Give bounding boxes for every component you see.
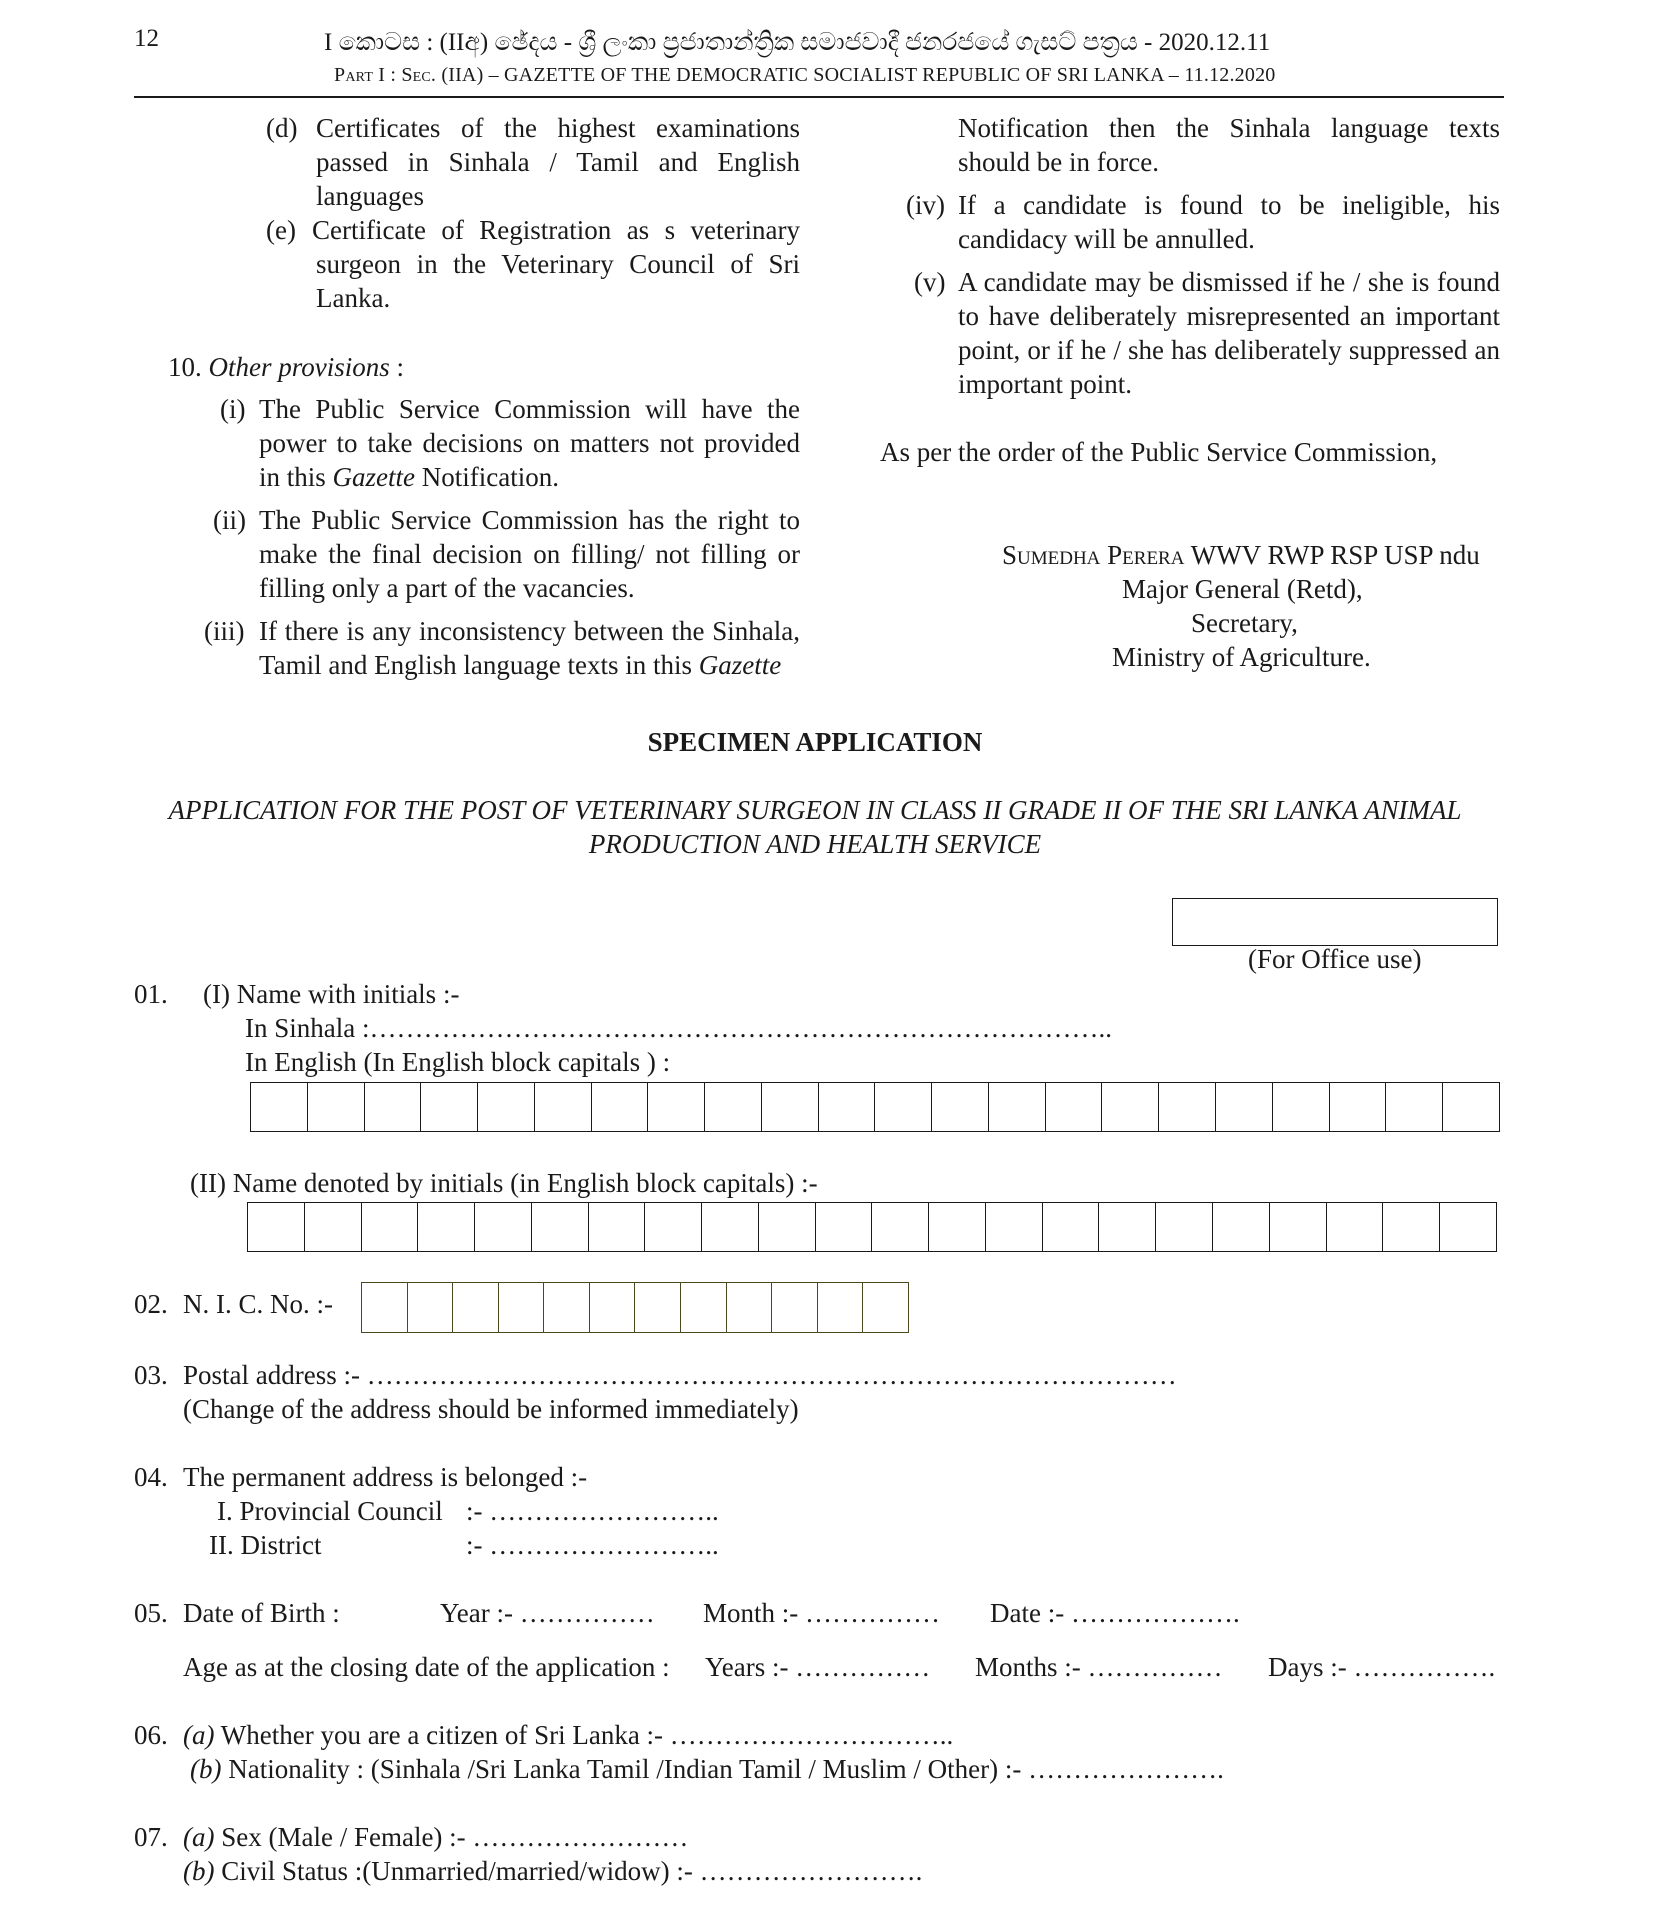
prov-v-line1: A candidate may be dismissed if he / she is found xyxy=(958,267,1500,297)
digit-box[interactable] xyxy=(362,1283,408,1332)
letter-box[interactable] xyxy=(705,1083,762,1131)
signatory-rank: Major General (Retd), xyxy=(1122,574,1363,604)
letter-box[interactable] xyxy=(1213,1203,1270,1251)
letter-box[interactable] xyxy=(532,1203,589,1251)
cont-line1: Notification then the Sinhala language texts xyxy=(958,113,1500,143)
q05-months-field[interactable]: Months :- …………… xyxy=(975,1652,1223,1682)
letter-box[interactable] xyxy=(819,1083,876,1131)
q04-district-label: II. District xyxy=(209,1530,322,1560)
digit-box[interactable] xyxy=(681,1283,727,1332)
letter-box[interactable] xyxy=(1386,1083,1443,1131)
q04-provincial-council-field[interactable]: :- …………………….. xyxy=(466,1496,719,1526)
letter-box[interactable] xyxy=(251,1083,308,1131)
header-rule xyxy=(134,96,1504,98)
office-use-box xyxy=(1172,898,1498,946)
prov-i-gazette: Gazette xyxy=(332,462,415,492)
prov-i-line3-c: Notification. xyxy=(415,462,559,492)
letter-box[interactable] xyxy=(1383,1203,1440,1251)
digit-box[interactable] xyxy=(863,1283,908,1332)
letter-box[interactable] xyxy=(1440,1203,1496,1251)
q01-ii-name-boxes[interactable] xyxy=(247,1202,1497,1252)
section-10-title: Other provisions xyxy=(208,352,390,382)
q05-date-field[interactable]: Date :- ………………. xyxy=(990,1598,1240,1628)
section-10-colon: : xyxy=(389,352,405,382)
q01-number: 01. xyxy=(134,979,168,1009)
letter-box[interactable] xyxy=(592,1083,649,1131)
q05-age-label: Age as at the closing date of the application : xyxy=(183,1652,670,1682)
item-d-label: (d) xyxy=(266,113,298,143)
signatory-ministry: Ministry of Agriculture. xyxy=(1112,642,1371,672)
prov-ii-line2: make the final decision on filling/ not filling or xyxy=(259,539,800,569)
letter-box[interactable] xyxy=(1443,1083,1499,1131)
letter-box[interactable] xyxy=(645,1203,702,1251)
q06-a-label: (a) xyxy=(183,1720,215,1750)
q07-a-text: Sex (Male / Female) :- …………………… xyxy=(214,1822,689,1852)
prov-iv-line1: If a candidate is found to be ineligible, his xyxy=(958,190,1500,220)
header-english-title xyxy=(334,62,1275,88)
item-e-line3: Lanka. xyxy=(316,283,391,313)
item-d-line2: passed in Sinhala / Tamil and English xyxy=(316,147,800,177)
prov-v-line3: point, or if he / she has deliberately suppressed an xyxy=(958,335,1500,365)
q03-note: (Change of the address should be informed immediately) xyxy=(183,1394,799,1424)
digit-box[interactable] xyxy=(590,1283,636,1332)
letter-box[interactable] xyxy=(1099,1203,1156,1251)
item-e-line1: Certificate of Registration as s veterinary xyxy=(312,215,800,245)
q06-a-text: Whether you are a citizen of Sri Lanka :- ………………………….. xyxy=(214,1720,954,1750)
digit-box[interactable] xyxy=(499,1283,545,1332)
q05-number: 05. xyxy=(134,1598,168,1628)
prov-iii-line2-a: Tamil and English language texts in this xyxy=(259,650,699,680)
prov-v-line2: to have deliberately misrepresented an important xyxy=(958,301,1500,331)
q07-b-label: (b) xyxy=(183,1856,215,1886)
prov-i-line3 xyxy=(259,460,559,494)
letter-box[interactable] xyxy=(759,1203,816,1251)
q07-b-text: Civil Status :(Unmarried/married/widow) :- ……………………. xyxy=(214,1856,923,1886)
q06-b-line[interactable] xyxy=(190,1752,1224,1786)
letter-box[interactable] xyxy=(1159,1083,1216,1131)
header-part: Part I : xyxy=(334,64,397,86)
letter-box[interactable] xyxy=(475,1203,532,1251)
letter-box[interactable] xyxy=(875,1083,932,1131)
q01-english-name-boxes[interactable] xyxy=(250,1082,1500,1132)
specimen-heading: SPECIMEN APPLICATION xyxy=(647,727,983,757)
prov-i-label: (i) xyxy=(220,394,246,424)
signatory-name: Sumedha Perera xyxy=(1002,540,1185,570)
prov-iii-gazette: Gazette xyxy=(698,650,782,680)
item-e-line2: surgeon in the Veterinary Council of Sri xyxy=(316,249,800,279)
q06-b-text: Nationality : (Sinhala /Sri Lanka Tamil /Indian Tamil / Muslim / Other) :- …………………. xyxy=(221,1754,1224,1784)
application-subtitle-line1: APPLICATION FOR THE POST OF VETERINARY SURGEON IN CLASS II GRADE II OF THE SRI LANKA ANIMAL xyxy=(168,795,1462,825)
letter-box[interactable] xyxy=(365,1083,422,1131)
q06-number: 06. xyxy=(134,1720,168,1750)
letter-box[interactable] xyxy=(762,1083,819,1131)
q05-year-field[interactable]: Year :- …………… xyxy=(440,1598,655,1628)
letter-box[interactable] xyxy=(1156,1203,1213,1251)
application-subtitle-line2: PRODUCTION AND HEALTH SERVICE xyxy=(588,829,1042,859)
prov-i-line3-a: in this xyxy=(259,462,333,492)
office-use-label: (For Office use) xyxy=(1248,944,1422,974)
digit-box[interactable] xyxy=(772,1283,818,1332)
q03-postal-address-field[interactable]: Postal address :- ……………………………………………………………………………… xyxy=(183,1360,1177,1390)
q05-years-field[interactable]: Years :- …………… xyxy=(705,1652,931,1682)
prov-i-line2: power to take decisions on matters not provided xyxy=(259,428,800,458)
letter-box[interactable] xyxy=(648,1083,705,1131)
letter-box[interactable] xyxy=(1102,1083,1159,1131)
prov-iii-label: (iii) xyxy=(204,616,245,646)
header-sinhala-title: I කොටස : (IIඅ) ඡේදය - ශ්‍රී ලංකා ප්‍රජාතාන්ත්‍රික සමාජවාදී ජනරජයේ ගැසට් පත්‍රය - 2020.12.11 xyxy=(324,29,1271,56)
prov-iii-line1: If there is any inconsistency between the Sinhala, xyxy=(259,616,800,646)
q07-number: 07. xyxy=(134,1822,168,1852)
letter-box[interactable] xyxy=(1273,1083,1330,1131)
q02-label: N. I. C. No. :- xyxy=(183,1289,333,1319)
prov-iv-label: (iv) xyxy=(906,190,945,220)
order-line: As per the order of the Public Service Commission, xyxy=(880,437,1438,467)
letter-box[interactable] xyxy=(1216,1083,1273,1131)
q03-number: 03. xyxy=(134,1360,168,1390)
item-d-line1: Certificates of the highest examinations xyxy=(316,113,800,143)
q05-days-field[interactable]: Days :- ……………. xyxy=(1268,1652,1496,1682)
q07-b-line[interactable] xyxy=(183,1854,922,1888)
letter-box[interactable] xyxy=(362,1203,419,1251)
letter-box[interactable] xyxy=(589,1203,646,1251)
letter-box[interactable] xyxy=(816,1203,873,1251)
letter-box[interactable] xyxy=(872,1203,929,1251)
digit-box[interactable] xyxy=(727,1283,773,1332)
signatory-name-line xyxy=(1002,538,1480,572)
signatory-title: Secretary, xyxy=(1191,608,1298,638)
q01-label: (I) Name with initials :- xyxy=(203,979,460,1009)
letter-box[interactable] xyxy=(1043,1203,1100,1251)
cont-line2: should be in force. xyxy=(958,147,1159,177)
q05-month-field[interactable]: Month :- …………… xyxy=(703,1598,941,1628)
q04-district-field[interactable]: :- …………………….. xyxy=(466,1530,719,1560)
prov-ii-line1: The Public Service Commission has the right to xyxy=(259,505,800,535)
q04-provincial-council-label: I. Provincial Council xyxy=(217,1496,443,1526)
q01-sinhala-field[interactable]: In Sinhala :……………………………………………………………………….. xyxy=(245,1013,1112,1043)
q07-a-line[interactable] xyxy=(183,1820,688,1854)
prov-v-label: (v) xyxy=(914,267,946,297)
letter-box[interactable] xyxy=(1270,1203,1327,1251)
digit-box[interactable] xyxy=(453,1283,499,1332)
letter-box[interactable] xyxy=(305,1203,362,1251)
letter-box[interactable] xyxy=(1330,1083,1387,1131)
letter-box[interactable] xyxy=(1327,1203,1384,1251)
q05-label: Date of Birth : xyxy=(183,1598,340,1628)
digit-box[interactable] xyxy=(544,1283,590,1332)
q01-english-label: In English (In English block capitals ) : xyxy=(245,1047,671,1077)
letter-box[interactable] xyxy=(308,1083,365,1131)
q07-a-label: (a) xyxy=(183,1822,215,1852)
prov-iii-line2 xyxy=(259,648,781,682)
q04-number: 04. xyxy=(134,1462,168,1492)
prov-ii-line3: filling only a part of the vacancies. xyxy=(259,573,635,603)
letter-box[interactable] xyxy=(535,1083,592,1131)
letter-box[interactable] xyxy=(478,1083,535,1131)
letter-box[interactable] xyxy=(929,1203,986,1251)
item-e-label: (e) xyxy=(266,215,296,245)
prov-v-line4: important point. xyxy=(958,369,1132,399)
prov-iv-line2: candidacy will be annulled. xyxy=(958,224,1255,254)
letter-box[interactable] xyxy=(702,1203,759,1251)
digit-box[interactable] xyxy=(818,1283,864,1332)
item-d-line3: languages xyxy=(316,181,424,211)
q02-number: 02. xyxy=(134,1289,168,1319)
q06-b-label: (b) xyxy=(190,1754,222,1784)
header-sec: Sec. xyxy=(401,64,437,86)
signatory-honours: WWV RWP RSP USP ndu xyxy=(1184,540,1480,570)
q06-a-line[interactable] xyxy=(183,1718,953,1752)
section-10-heading xyxy=(168,350,404,384)
letter-box[interactable] xyxy=(418,1203,475,1251)
letter-box[interactable] xyxy=(986,1203,1043,1251)
prov-i-line1: The Public Service Commission will have the xyxy=(259,394,800,424)
letter-box[interactable] xyxy=(932,1083,989,1131)
q01-ii-label: (II) Name denoted by initials (in English block capitals) :- xyxy=(190,1168,818,1198)
letter-box[interactable] xyxy=(989,1083,1046,1131)
prov-ii-label: (ii) xyxy=(213,505,246,535)
digit-box[interactable] xyxy=(408,1283,454,1332)
header-gazette-name: (IIA) – GAZETTE OF THE DEMOCRATIC SOCIALIST REPUBLIC OF SRI LANKA – 11.12.2020 xyxy=(441,64,1276,86)
section-10-number: 10. xyxy=(168,352,202,382)
letter-box[interactable] xyxy=(1046,1083,1103,1131)
page-number: 12 xyxy=(134,25,159,52)
q04-label: The permanent address is belonged :- xyxy=(183,1462,588,1492)
letter-box[interactable] xyxy=(248,1203,305,1251)
nic-number-boxes[interactable] xyxy=(361,1282,909,1333)
letter-box[interactable] xyxy=(421,1083,478,1131)
digit-box[interactable] xyxy=(635,1283,681,1332)
